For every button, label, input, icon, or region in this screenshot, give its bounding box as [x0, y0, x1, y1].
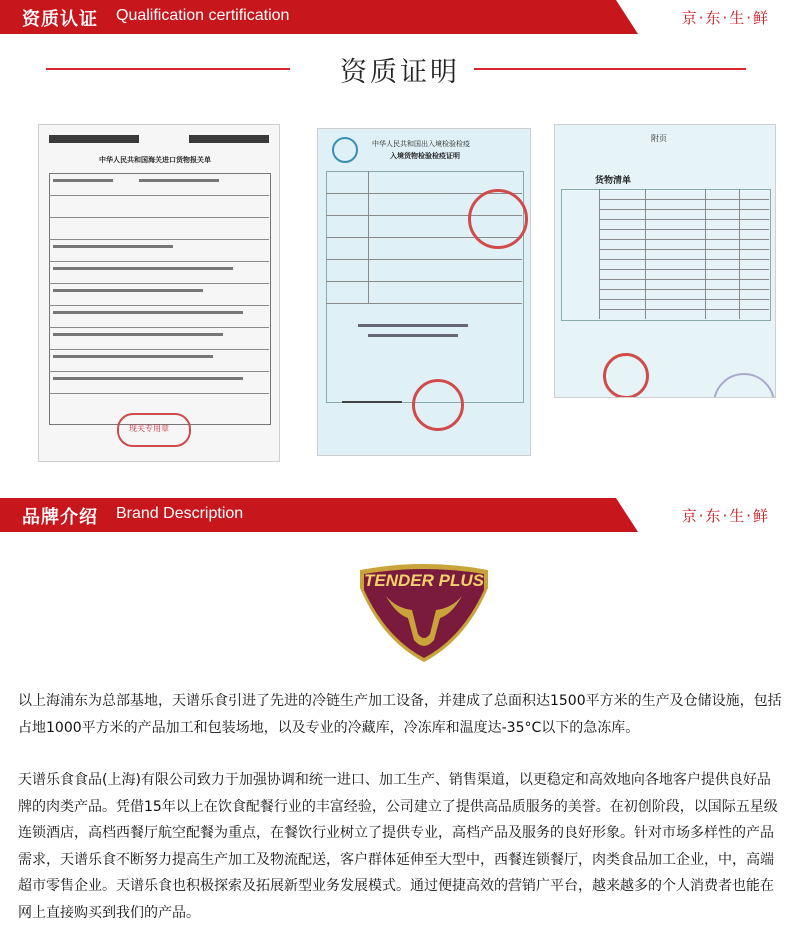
inspection-certificate-image — [317, 128, 531, 456]
cert3-subtitle: 货物清单 — [595, 176, 632, 186]
banner-stripe — [616, 498, 638, 532]
heading-rule-right — [474, 68, 746, 70]
cert2-title: 中华人民共和国出入境检验检疫 — [372, 140, 470, 148]
brand-banner — [0, 498, 800, 532]
goods-list-image — [554, 124, 776, 398]
banner-stripe — [616, 0, 638, 34]
cert3-header: 附页 — [651, 134, 667, 143]
section-title-cn: 资质认证 — [22, 9, 98, 30]
intro-paragraph-2: 天谱乐食食品(上海)有限公司致力于加强协调和统一进口、加工生产、销售渠道，以更稳定和高效地向各地客户提供良好品牌的肉类产品。凭借15年以上在饮食配餐行业的丰富经验，公司建立了提供高品质服务的美誉。在初创阶段，以国际五星级连锁酒店，高档西餐厅航空配餐为重点，在餐饮行业树立了提供专业，高档产品及服务的良好形象。针对市场多样性的产品需求，天谱乐食不断努力提高生产加工及物流配送，客户群体延伸至大型中，西餐连锁餐厅，肉类食品加工企业，中，高端超市零售企业。天谱乐食也积极探索及拓展新型业务发展模式。通过便捷高效的营销广平台，越来越多的个人消费者也能在网上直接购买到我们的产品。 — [18, 772, 778, 921]
section-title-cn: 品牌介绍 — [22, 507, 98, 528]
cert-heading: 资质证明 — [340, 57, 460, 88]
brand-tag: 京·东·生·鲜 — [681, 507, 770, 525]
section-title-en: Brand Description — [116, 505, 244, 522]
cert1-title: 中华人民共和国海关进口货物报关单 — [99, 156, 211, 164]
qualification-banner — [0, 0, 800, 34]
logo-text: TENDER PLUS — [364, 571, 484, 590]
cert2-subtitle: 入境货物检验检疫证明 — [390, 152, 460, 160]
tender-plus-logo — [356, 562, 492, 664]
brand-tag: 京·东·生·鲜 — [681, 9, 770, 27]
section-title-en: Qualification certification — [116, 7, 290, 24]
intro-paragraph-1: 以上海浦东为总部基地，天谱乐食引进了先进的冷链生产加工设备，并建成了总面积达1500平方米的生产及仓储设施，包括占地1000平方米的产品加工和包装场地，以及专业的冷藏库，冷冻库和温度达-35°C以下的急冻库。 — [18, 693, 782, 736]
cert1-stamp: 现关专用章 — [129, 424, 169, 433]
customs-declaration-image — [38, 124, 280, 462]
